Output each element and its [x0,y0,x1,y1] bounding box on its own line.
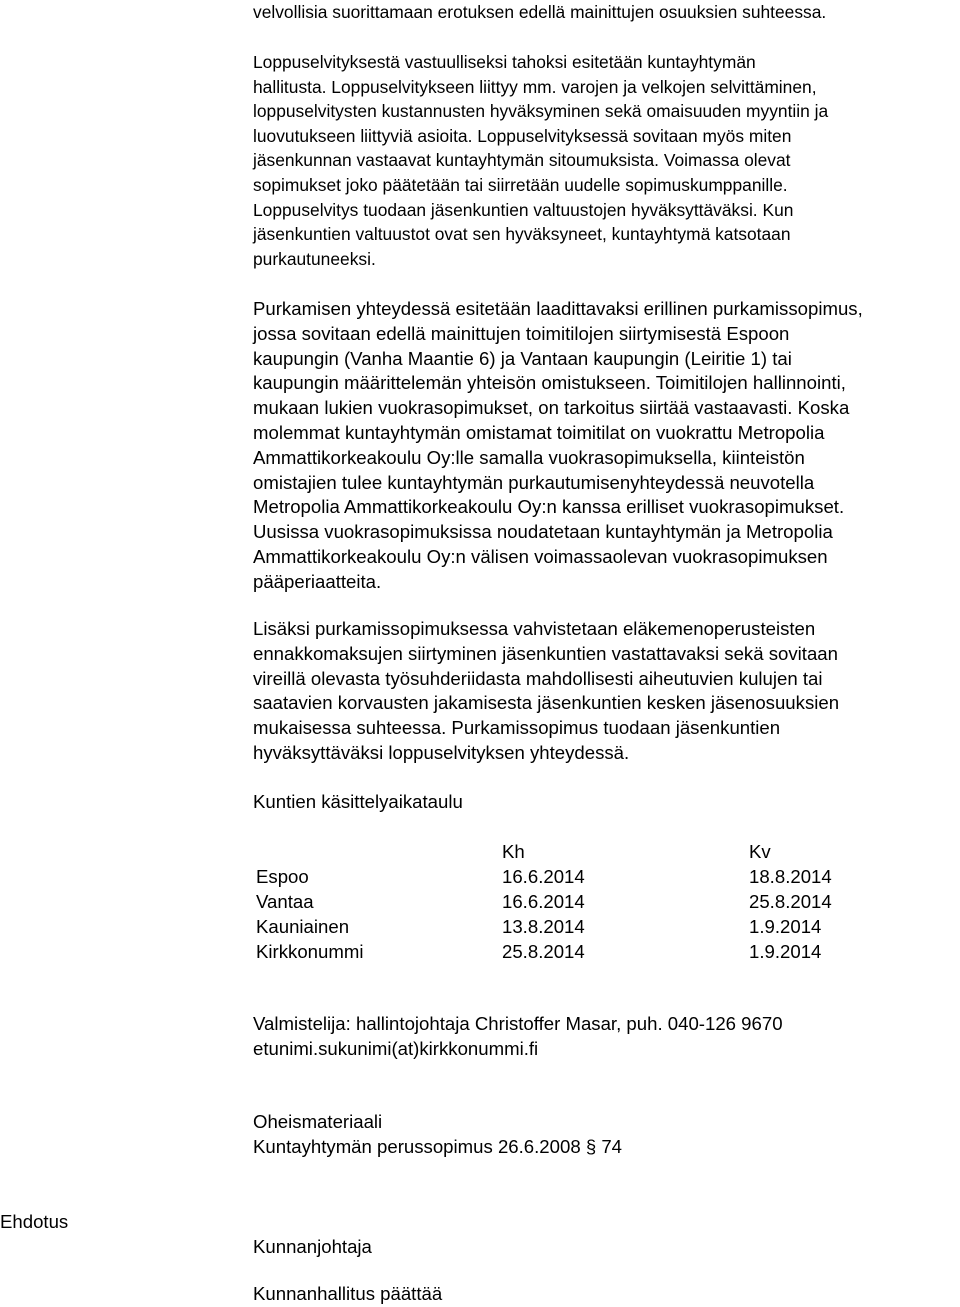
text-line: Ammattikorkeakoulu Oy:lle samalla vuokrasopimuksella, kiinteistön [253,446,805,468]
table-cell-kv: 25.8.2014 [749,891,832,912]
table-row [256,864,896,889]
table-header-row [256,839,896,864]
table-cell-kh: 25.8.2014 [502,941,585,962]
text-line: Uusissa vuokrasopimuksissa noudatetaan kuntayhtymän ja Metropolia [253,521,833,543]
text-line: Loppuselvityksestä vastuulliseksi tahoksi esitetään kuntayhtymän [253,52,756,72]
text-line: pääperiaatteita. [253,570,382,592]
preparer-info [253,1012,953,1062]
schedule-heading-text: Kuntien käsittelyaikataulu [253,791,463,812]
text-line: saatavien korvausten jakamisesta jäsenkuntien kesken jäsenosuuksien [253,692,840,714]
text-line: hyväksyttäväksi loppuselvityksen yhteydessä. [253,741,630,763]
text-line: kaupungin (Vanha Maantie 6) ja Vantaan kaupungin (Leiritie 1) tai [253,347,792,369]
attachments-heading: Oheismateriaali [253,1111,383,1132]
text-line: Ammattikorkeakoulu Oy:n välisen voimassaolevan vuokrasopimuksen [253,545,828,567]
table-header-kv: Kv [749,841,771,862]
table-row [256,939,896,964]
table-cell-municipality: Espoo [256,866,309,887]
proposer-text: Kunnanjohtaja [253,1236,372,1257]
attachments [253,1110,953,1160]
text-line: luovutukseen liittyviä asioita. Loppuselvityksessä sovitaan myös miten [253,125,792,146]
paragraph-2 [253,50,953,271]
schedule-heading [253,790,953,815]
table-cell-municipality: Kirkkonummi [256,941,364,962]
table-cell-kh: 13.8.2014 [502,916,585,937]
table-row [256,914,896,939]
table-cell-kh: 16.6.2014 [502,891,585,912]
table-cell-kv: 18.8.2014 [749,866,832,887]
preparer-email: etunimi.sukunimi(at)kirkkonummi.fi [253,1037,539,1059]
proposal-decision [253,1282,953,1307]
text-line: jossa sovitaan edellä mainittujen toimitilojen siirtymisestä Espoon [253,322,790,344]
table-cell-municipality: Kauniainen [256,916,350,937]
table-cell-kh: 16.6.2014 [502,866,585,887]
preparer-line: Valmistelija: hallintojohtaja Christoffer Masar, puh. 040-126 9670 [253,1013,783,1034]
text-line: Lisäksi purkamissopimuksessa vahvistetaan eläkemenoperusteisten [253,618,816,639]
text-line: Metropolia Ammattikorkeakoulu Oy:n kanssa erilliset vuokrasopimukset. [253,496,845,518]
table-cell-municipality: Vantaa [256,891,314,912]
paragraph-4 [253,617,953,766]
text-line: ennakkomaksujen siirtyminen jäsenkuntien vastattavaksi sekä sovitaan [253,642,838,664]
text-line: omistajien tulee kuntayhtymän purkautumisenyhteydessä neuvotella [253,471,815,493]
proposal-proposer [253,1235,953,1260]
text-line: kaupungin määrittelemän yhteisön omistukseen. Toimitilojen hallinnointi, [253,372,846,394]
schedule-table [256,839,896,964]
text-line: mukaisessa suhteessa. Purkamissopimus tuodaan jäsenkuntien [253,717,781,739]
text-line: jäsenkunnan vastaavat kuntayhtymän sitoumuksista. Voimassa olevat [253,150,791,171]
text-line: Purkamisen yhteydessä esitetään laadittavaksi erillinen purkamissopimus, [253,298,863,319]
attachment-item: Kuntayhtymän perussopimus 26.6.2008 § 74 [253,1135,623,1157]
paragraph-1 [253,0,953,25]
text-line: loppuselvitysten kustannusten hyväksyminen sekä omaisuuden myyntiin ja [253,101,829,122]
text-line: hallitusta. Loppuselvitykseen liittyy mm. varojen ja velkojen selvittäminen, [253,76,817,97]
table-header-cell [256,839,502,864]
text-line: vireillä olevasta työsuhderiidasta mahdollisesti aiheutuvien kulujen tai [253,667,823,689]
text-line: molemmat kuntayhtymän omistamat toimitilat on vuokrattu Metropolia [253,421,825,443]
table-cell-kv: 1.9.2014 [749,941,822,962]
table-row [256,889,896,914]
text-line: mukaan lukien vuokrasopimukset, on tarkoitus siirtää vastaavasti. Koska [253,397,850,419]
text-line: purkautuneeksi. [253,248,376,269]
paragraph-3 [253,297,953,595]
text-line: velvollisia suorittamaan erotuksen edellä mainittujen osuuksien suhteessa. [253,2,827,22]
proposal-label: Ehdotus [0,1211,69,1232]
text-line: jäsenkuntien valtuustot ovat sen hyväksyneet, kuntayhtymä katsotaan [253,224,791,245]
text-line: Loppuselvitys tuodaan jäsenkuntien valtuustojen hyväksyttäväksi. Kun [253,199,794,220]
table-cell-kv: 1.9.2014 [749,916,822,937]
decision-text: Kunnanhallitus päättää [253,1283,443,1304]
text-line: sopimukset joko päätetään tai siirretään uudelle sopimuskumppanille. [253,174,788,195]
table-header-kh: Kh [502,841,525,862]
